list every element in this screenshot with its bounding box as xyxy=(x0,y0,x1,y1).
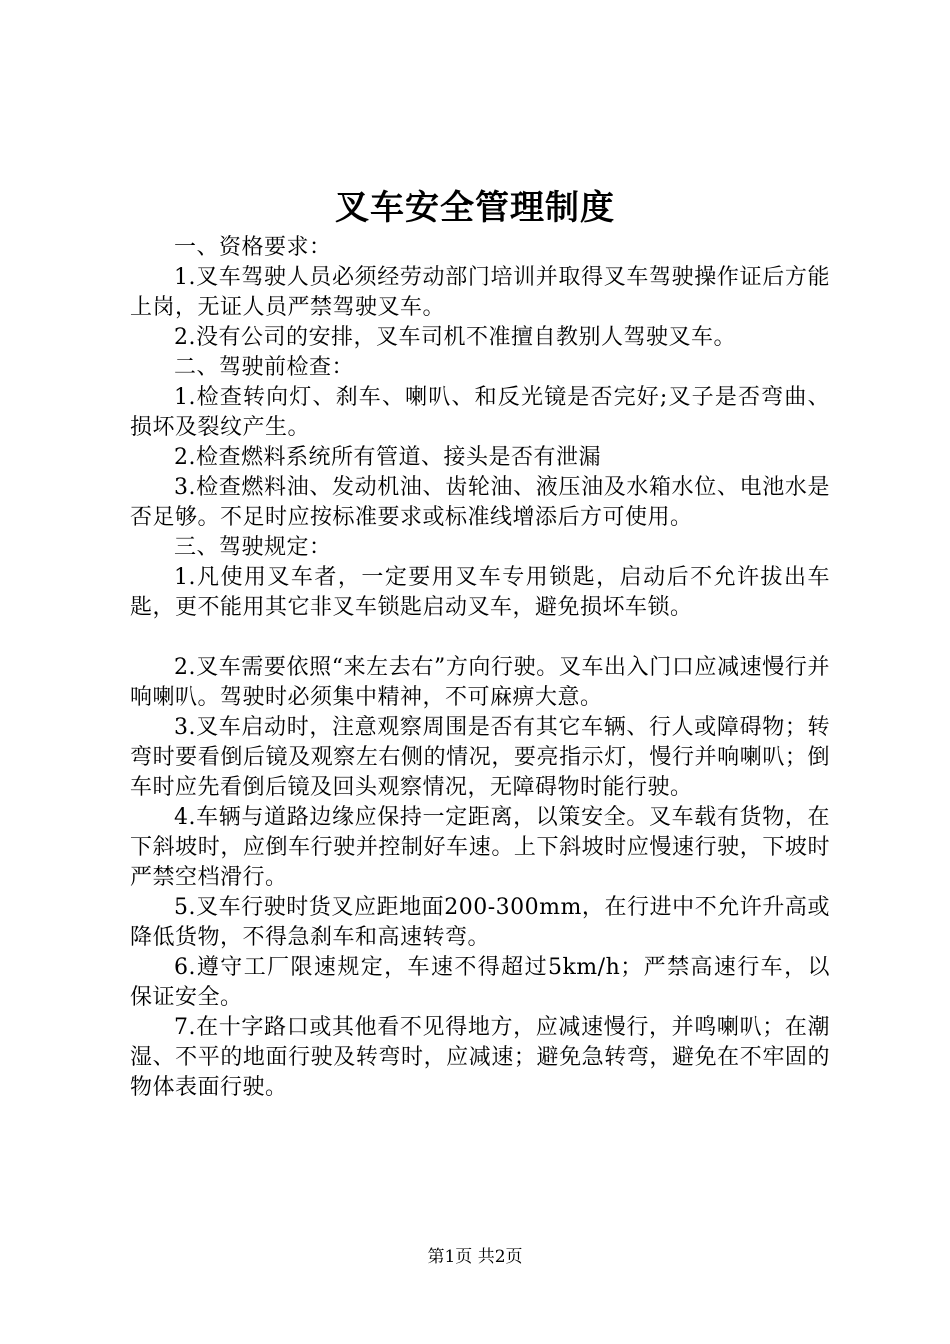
section-heading-qualification: 一、资格要求： xyxy=(174,235,332,260)
paragraph-item: 7.在十字路口或其他看不见得地方，应减速慢行，并鸣喇叭；在潮湿、不平的地面行驶及转弯时，应减速；避免急转弯，避免在不牢固的物体表面行驶。 xyxy=(130,1015,830,1100)
section-heading-driving-rules: 三、驾驶规定： xyxy=(174,535,332,560)
document-body xyxy=(130,233,830,1103)
paragraph-item: 1.叉车驾驶人员必须经劳动部门培训并取得叉车驾驶操作证后方能上岗，无证人员严禁驾驶叉车。 xyxy=(130,265,830,320)
paragraph-item: 3.叉车启动时，注意观察周围是否有其它车辆、行人或障碍物；转弯时要看倒后镜及观察左右侧的情况，要亮指示灯，慢行并响喇叭；倒车时应先看倒后镜及回头观察情况，无障碍物时能行驶。 xyxy=(130,715,830,800)
paragraph-item: 2.检查燃料系统所有管道、接头是否有泄漏 xyxy=(174,445,601,470)
paragraph-item: 1.凡使用叉车者，一定要用叉车专用锁匙，启动后不允许拔出车匙，更不能用其它非叉车锁匙启动叉车，避免损坏车锁。 xyxy=(130,565,830,620)
paragraph-item: 4.车辆与道路边缘应保持一定距离，以策安全。叉车载有货物，在下斜坡时，应倒车行驶并控制好车速。上下斜坡时应慢速行驶，下坡时严禁空档滑行。 xyxy=(130,805,830,890)
paragraph-item: 5.叉车行驶时货叉应距地面200-300mm，在行进中不允许升高或降低货物，不得急刹车和高速转弯。 xyxy=(130,895,830,950)
paragraph-spacer xyxy=(130,623,830,653)
paragraph-item: 6.遵守工厂限速规定，车速不得超过5km/h；严禁高速行车，以保证安全。 xyxy=(130,955,830,1010)
paragraph-item: 2.叉车需要依照“来左去右”方向行驶。叉车出入门口应减速慢行并响喇叭。驾驶时必须集中精神，不可麻痹大意。 xyxy=(130,655,830,710)
page-number-footer: 第1页 共2页 xyxy=(427,1247,523,1267)
page-title: 叉车安全管理制度 xyxy=(335,188,615,228)
section-heading-pre-drive-check: 二、驾驶前检查： xyxy=(174,355,355,380)
paragraph-item: 3.检查燃料油、发动机油、齿轮油、液压油及水箱水位、电池水是否足够。不足时应按标准要求或标准线增添后方可使用。 xyxy=(130,475,830,530)
paragraph-item: 1.检查转向灯、刹车、喇叭、和反光镜是否完好;叉子是否弯曲、损坏及裂纹产生。 xyxy=(130,385,830,440)
paragraph-item: 2.没有公司的安排，叉车司机不准擅自教别人驾驶叉车。 xyxy=(174,325,736,350)
